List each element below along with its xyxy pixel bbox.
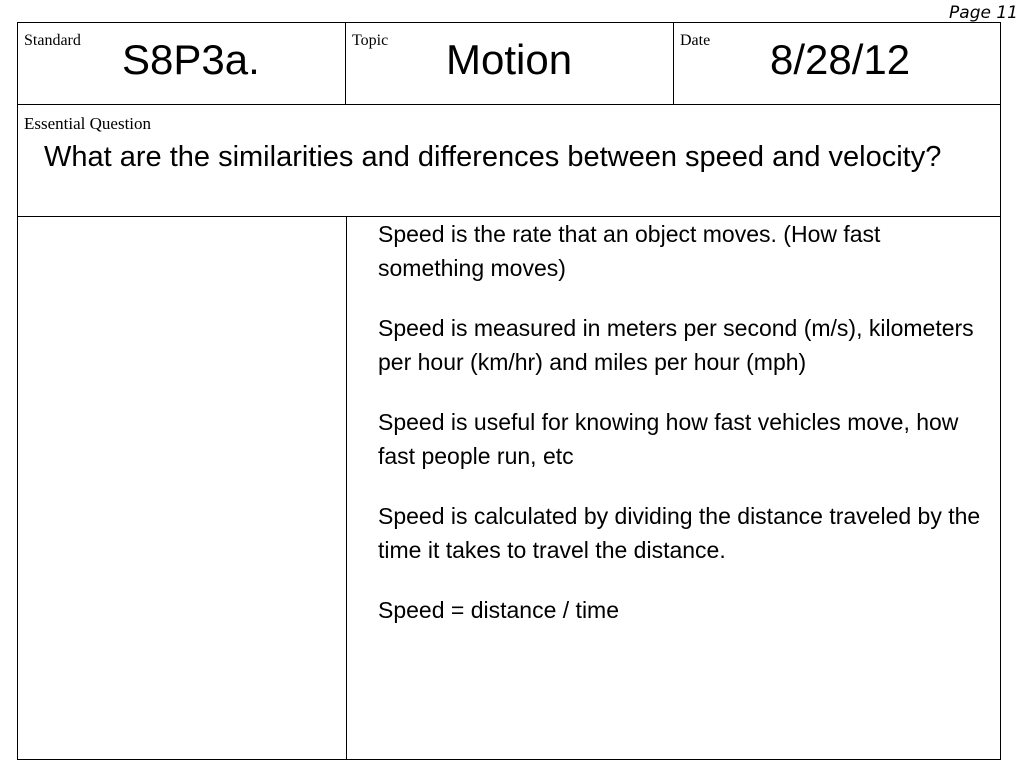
note-item: Speed is useful for knowing how fast vehicles move, how fast people run, etc (378, 409, 959, 469)
standard-value: S8P3a. (122, 36, 260, 83)
essential-question-label: Essential Question (24, 114, 152, 133)
note-item: Speed is the rate that an object moves. (How fast something moves) (378, 221, 881, 281)
note-item: Speed = distance / time (378, 597, 620, 623)
header-row (18, 23, 1000, 105)
cornell-notes-sheet (17, 22, 1001, 760)
date-cell (674, 23, 1000, 104)
date-value: 8/28/12 (770, 36, 911, 83)
standard-label: Standard (24, 32, 81, 49)
page-number: Page 11 (949, 3, 1018, 23)
date-label: Date (680, 32, 711, 49)
notes-column (378, 217, 988, 627)
standard-cell (18, 23, 346, 104)
topic-label: Topic (352, 32, 389, 49)
cue-column (18, 217, 347, 759)
note-item: Speed is measured in meters per second (m/s), kilometers per hour (km/hr) and miles per hour (mph) (378, 315, 974, 375)
note-item: Speed is calculated by dividing the distance traveled by the time it takes to travel the distance. (378, 503, 981, 563)
topic-cell (346, 23, 674, 104)
essential-question-text: What are the similarities and differences between speed and velocity? (44, 141, 942, 173)
essential-question-row (18, 105, 1000, 217)
notes-row (18, 217, 1000, 759)
topic-value: Motion (446, 36, 573, 83)
